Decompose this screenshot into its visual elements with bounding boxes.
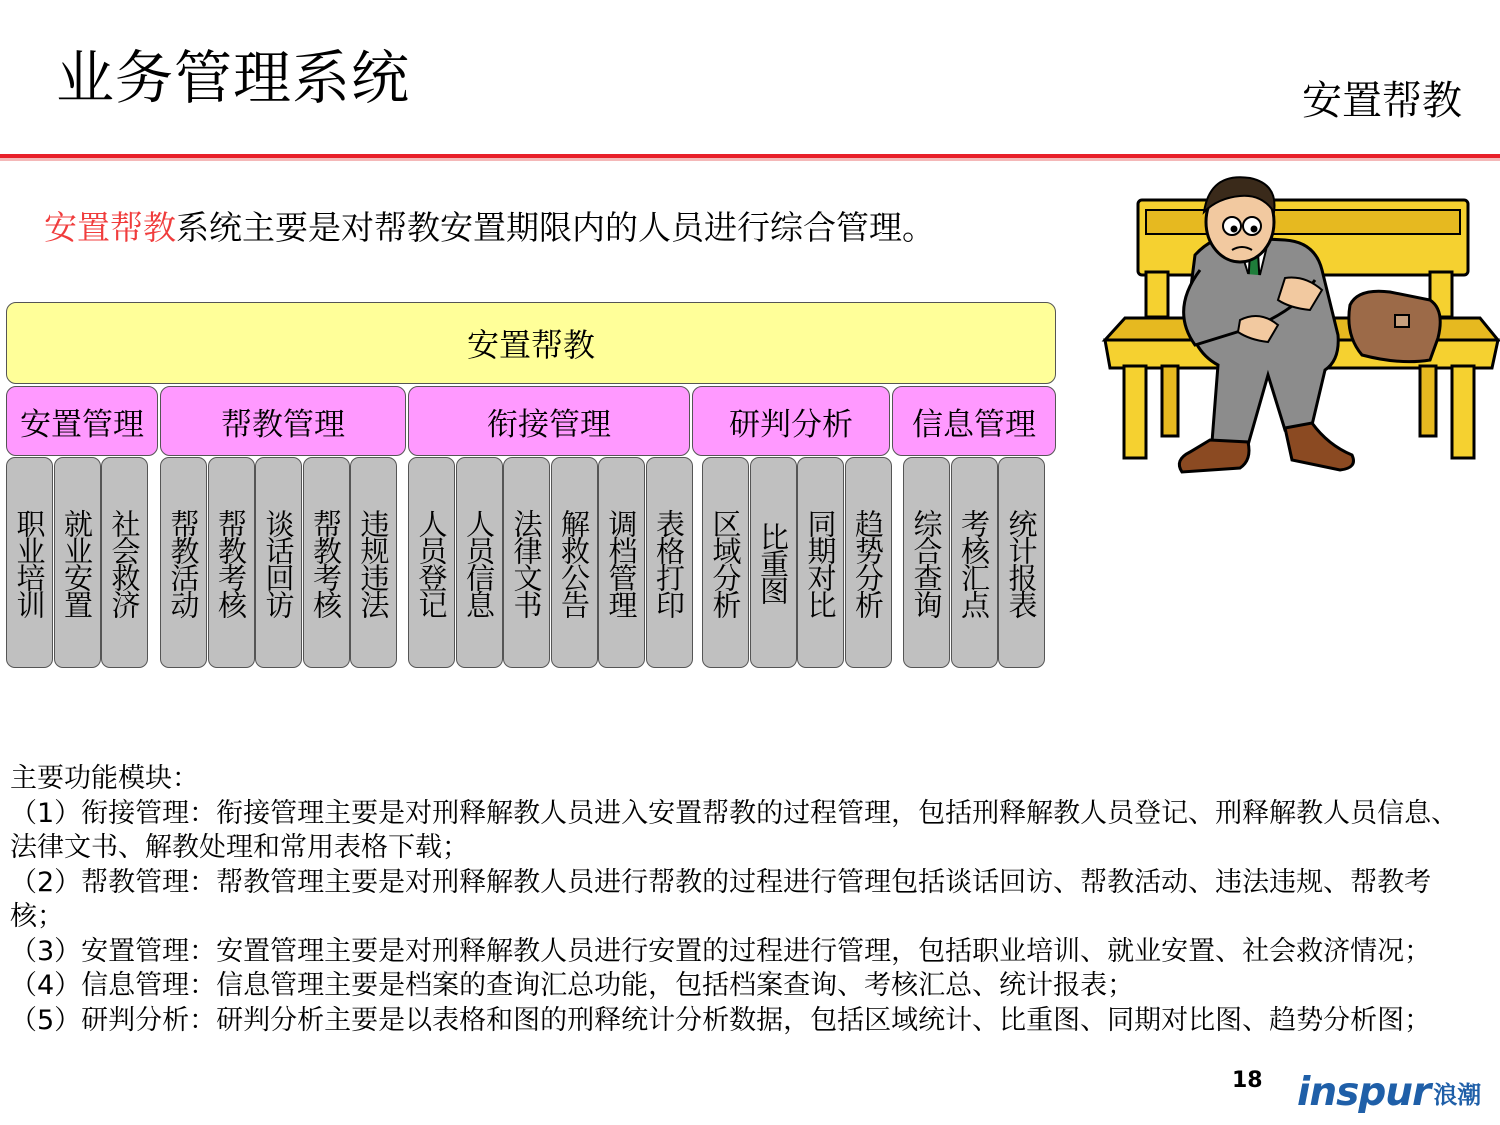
diagram-leaf xyxy=(750,457,797,668)
diagram-leaf-label: 帮教考核 xyxy=(309,508,343,617)
diagram-leaf xyxy=(951,457,998,668)
module-description xyxy=(10,762,1480,1038)
diagram-leaf-label: 社会救济 xyxy=(107,508,142,617)
diagram-leaf xyxy=(350,457,397,668)
diagram-leaf-label: 统计报表 xyxy=(1004,508,1039,617)
page-number: 18 xyxy=(1232,1068,1263,1093)
diagram-leaf xyxy=(503,457,550,668)
section-label: 安置帮教 xyxy=(1302,78,1462,124)
diagram-leaf xyxy=(160,457,207,668)
diagram-module xyxy=(892,386,1056,456)
logo-text-en: inspur xyxy=(1297,1069,1431,1115)
company-logo xyxy=(1297,1070,1481,1114)
diagram-leaf-label: 谈话回访 xyxy=(261,508,296,617)
intro-highlight: 安置帮教 xyxy=(44,208,176,247)
diagram-leaf-label: 趋势分析 xyxy=(851,508,885,617)
diagram-leaf xyxy=(456,457,503,668)
intro-body: 系统主要是对帮教安置期限内的人员进行综合管理。 xyxy=(176,208,935,247)
diagram-module-label: 研判分析 xyxy=(729,406,853,443)
diagram-module-label: 信息管理 xyxy=(912,406,1036,443)
diagram-module xyxy=(408,386,690,456)
logo-text-cn: 浪潮 xyxy=(1433,1080,1482,1109)
diagram-leaf xyxy=(6,457,53,668)
description-item: （4）信息管理：信息管理主要是档案的查询汇总功能，包括档案查询、考核汇总、统计报表； xyxy=(10,970,1135,1001)
diagram-leaf-label: 人员登记 xyxy=(414,508,449,617)
diagram-leaf-label: 违规违法 xyxy=(356,508,391,617)
intro-text xyxy=(44,204,935,252)
diagram-leaf-label: 考核汇点 xyxy=(957,508,991,617)
diagram-leaf-label: 帮教考核 xyxy=(214,508,248,617)
diagram-leaf-label: 调档管理 xyxy=(604,508,639,617)
diagram-leaf xyxy=(702,457,749,668)
diagram-leaf-label: 解救公告 xyxy=(557,508,591,617)
diagram-leaf-label: 区域分析 xyxy=(708,508,743,617)
diagram-leaf xyxy=(598,457,645,668)
diagram-leaf xyxy=(797,457,844,668)
diagram-leaf-label: 法律文书 xyxy=(509,508,544,617)
diagram-leaf xyxy=(101,457,148,668)
diagram-module xyxy=(692,386,890,456)
diagram-leaf-label: 比重图 xyxy=(756,522,790,603)
diagram-leaf-label: 同期对比 xyxy=(803,508,838,617)
description-item: （5）研判分析：研判分析主要是以表格和图的刑释统计分析数据，包括区域统计、比重图、同期对比图、趋势分析图； xyxy=(10,1004,1432,1036)
diagram-leaf-label: 综合查询 xyxy=(909,508,944,617)
diagram-leaf xyxy=(903,457,950,668)
diagram-leaf xyxy=(845,457,892,668)
diagram-leaf-label: 人员信息 xyxy=(462,508,496,617)
description-heading: 主要功能模块： xyxy=(10,763,199,794)
diagram-leaf-label: 就业安置 xyxy=(60,508,94,617)
worried-man-on-bench-illustration xyxy=(1100,160,1500,500)
diagram-leaf-label: 表格打印 xyxy=(652,508,686,617)
diagram-leaf xyxy=(408,457,455,668)
description-item: （2）帮教管理：帮教管理主要是对刑释解教人员进行帮教的过程进行管理包括谈话回访、帮教活动、违法违规、帮教考核； xyxy=(10,866,1432,932)
description-item: （3）安置管理：安置管理主要是对刑释解教人员进行安置的过程进行管理，包括职业培训、就业安置、社会救济情况； xyxy=(10,935,1432,967)
diagram-root xyxy=(6,302,1056,384)
page-title: 业务管理系统 xyxy=(56,44,411,112)
diagram-leaf xyxy=(208,457,255,668)
diagram-leaf xyxy=(303,457,350,668)
diagram-leaf-label: 职业培训 xyxy=(12,508,47,617)
diagram-leaf xyxy=(54,457,101,668)
diagram-module xyxy=(160,386,406,456)
diagram-leaf-label: 帮教活动 xyxy=(166,508,201,617)
diagram-module xyxy=(6,386,158,456)
diagram-module-label: 帮教管理 xyxy=(221,406,345,443)
diagram-leaf xyxy=(551,457,598,668)
diagram-root-label: 安置帮教 xyxy=(466,326,595,364)
diagram-leaf xyxy=(646,457,693,668)
diagram-leaf xyxy=(998,457,1045,668)
diagram-module-label: 安置管理 xyxy=(20,406,144,443)
diagram-leaf xyxy=(255,457,302,668)
diagram-module-label: 衔接管理 xyxy=(487,406,611,443)
description-item: （1）衔接管理：衔接管理主要是对刑释解教人员进入安置帮教的过程管理，包括刑释解教人员登记、刑释解教人员信息、法律文书、解教处理和常用表格下载； xyxy=(10,797,1459,863)
